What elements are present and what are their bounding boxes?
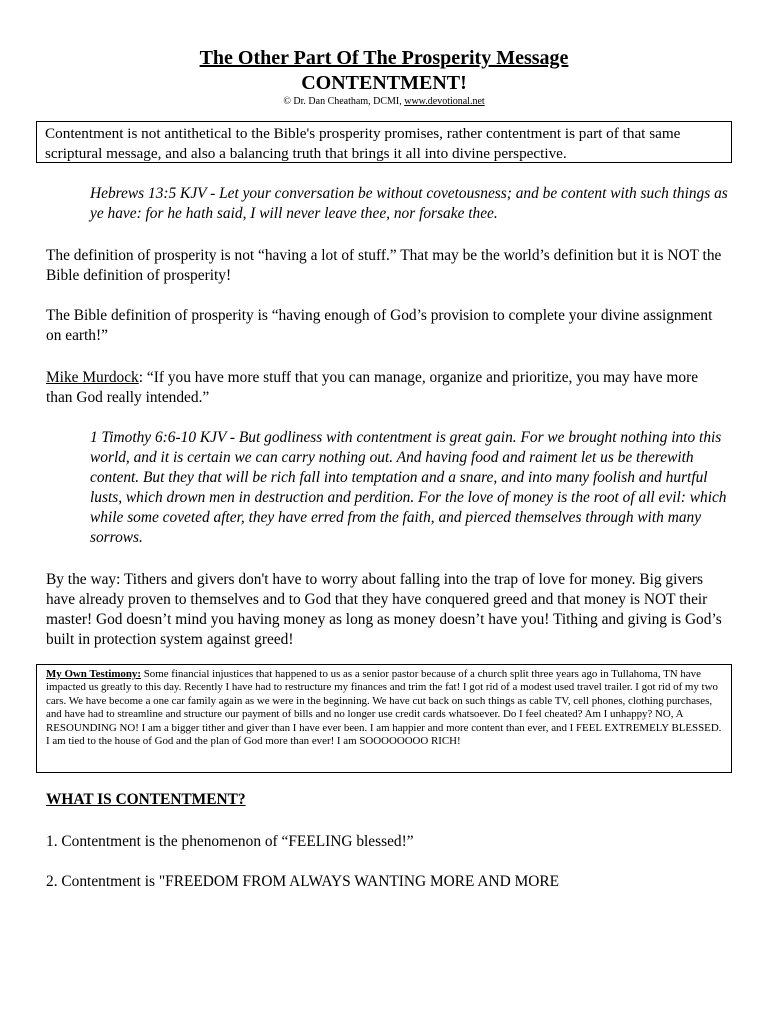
murdock-text: : “If you have more stuff that you can manage, organize and prioritize, you may have more than God really intended.” (46, 369, 699, 406)
paragraph-murdock-quote (46, 368, 726, 408)
testimony-label: My Own Testimony: (46, 668, 141, 680)
document-subtitle: CONTENTMENT! (301, 72, 467, 94)
byline (0, 96, 768, 108)
paragraph-world-definition: The definition of prosperity is not “having a lot of stuff.” That may be the world’s definition but it is NOT the Bible definition of prosperity! (46, 247, 722, 284)
testimony-box (36, 664, 732, 773)
paragraph-tithers: By the way: Tithers and givers don't have to worry about falling into the trap of love for money. Big givers have already proven to themselves and to God that they have conquered greed and that money is NOT their master! God doesn’t mind you having money as long as money doesn’t have you! Tithing and giving is God’s built in protection system against greed! (46, 571, 722, 648)
intro-box: Contentment is not antithetical to the Bible's prosperity promises, rather contentment is part of that same scriptural message, and also a balancing truth that brings it all into divine perspective. (36, 121, 732, 163)
byline-author: © Dr. Dan Cheatham, DCMI, (283, 96, 405, 107)
timothy-quote: 1 Timothy 6:6-10 KJV - But godliness with contentment is great gain. For we brought nothing into this world, and it is certain we can carry nothing out. And having food and raiment let us be therewith content. But they that will be rich fall into temptation and a snare, and into many foolish and hurtful lusts, which drown men in destruction and perdition. For the love of money is the root of all evil: which while some coveted after, they have erred from the faith, and pierced themselves through with many sorrows. (90, 429, 727, 546)
section-heading: WHAT IS CONTENTMENT? (46, 791, 246, 808)
website-link[interactable]: www.devotional.net (404, 96, 485, 107)
hebrews-quote: Hebrews 13:5 KJV - Let your conversation be without covetousness; and be content with such things as ye have: for he hath said, I will never leave thee, nor forsake thee. (90, 185, 728, 222)
document-title: The Other Part Of The Prosperity Message (199, 47, 569, 69)
point-2: 2. Contentment is "FREEDOM FROM ALWAYS WANTING MORE AND MORE (46, 873, 560, 890)
testimony-text: Some financial injustices that happened to us as a senior pastor because of a church split three years ago in Tullahoma, TN have impacted us greatly to this day. Recently I have had to restructure my finances and trim the fat! I got rid of a modest used travel trailer. I got rid of my two cars. We have become a one car family again as we were in the beginning. We have cut back on such things as cable TV, cell phones, clothing purchases, and have had to streamline and structure our payment of bills and no longer use credit cards whatsoever. Do I feel cheated? Am I unhappy? NO, A RESOUNDING NO! I am a bigger tither and giver than I have ever been. I am happier and more content than ever, and I FEEL EXTREMELY BLESSED. I am tied to the house of God and the plan of God more than ever! I am SOOOOOOOO RICH! (46, 668, 722, 748)
point-1: 1. Contentment is the phenomenon of “FEELING blessed!” (46, 833, 414, 850)
murdock-name: Mike Murdock (46, 369, 139, 386)
paragraph-bible-definition: The Bible definition of prosperity is “having enough of God’s provision to complete your divine assignment on earth!” (46, 307, 713, 344)
